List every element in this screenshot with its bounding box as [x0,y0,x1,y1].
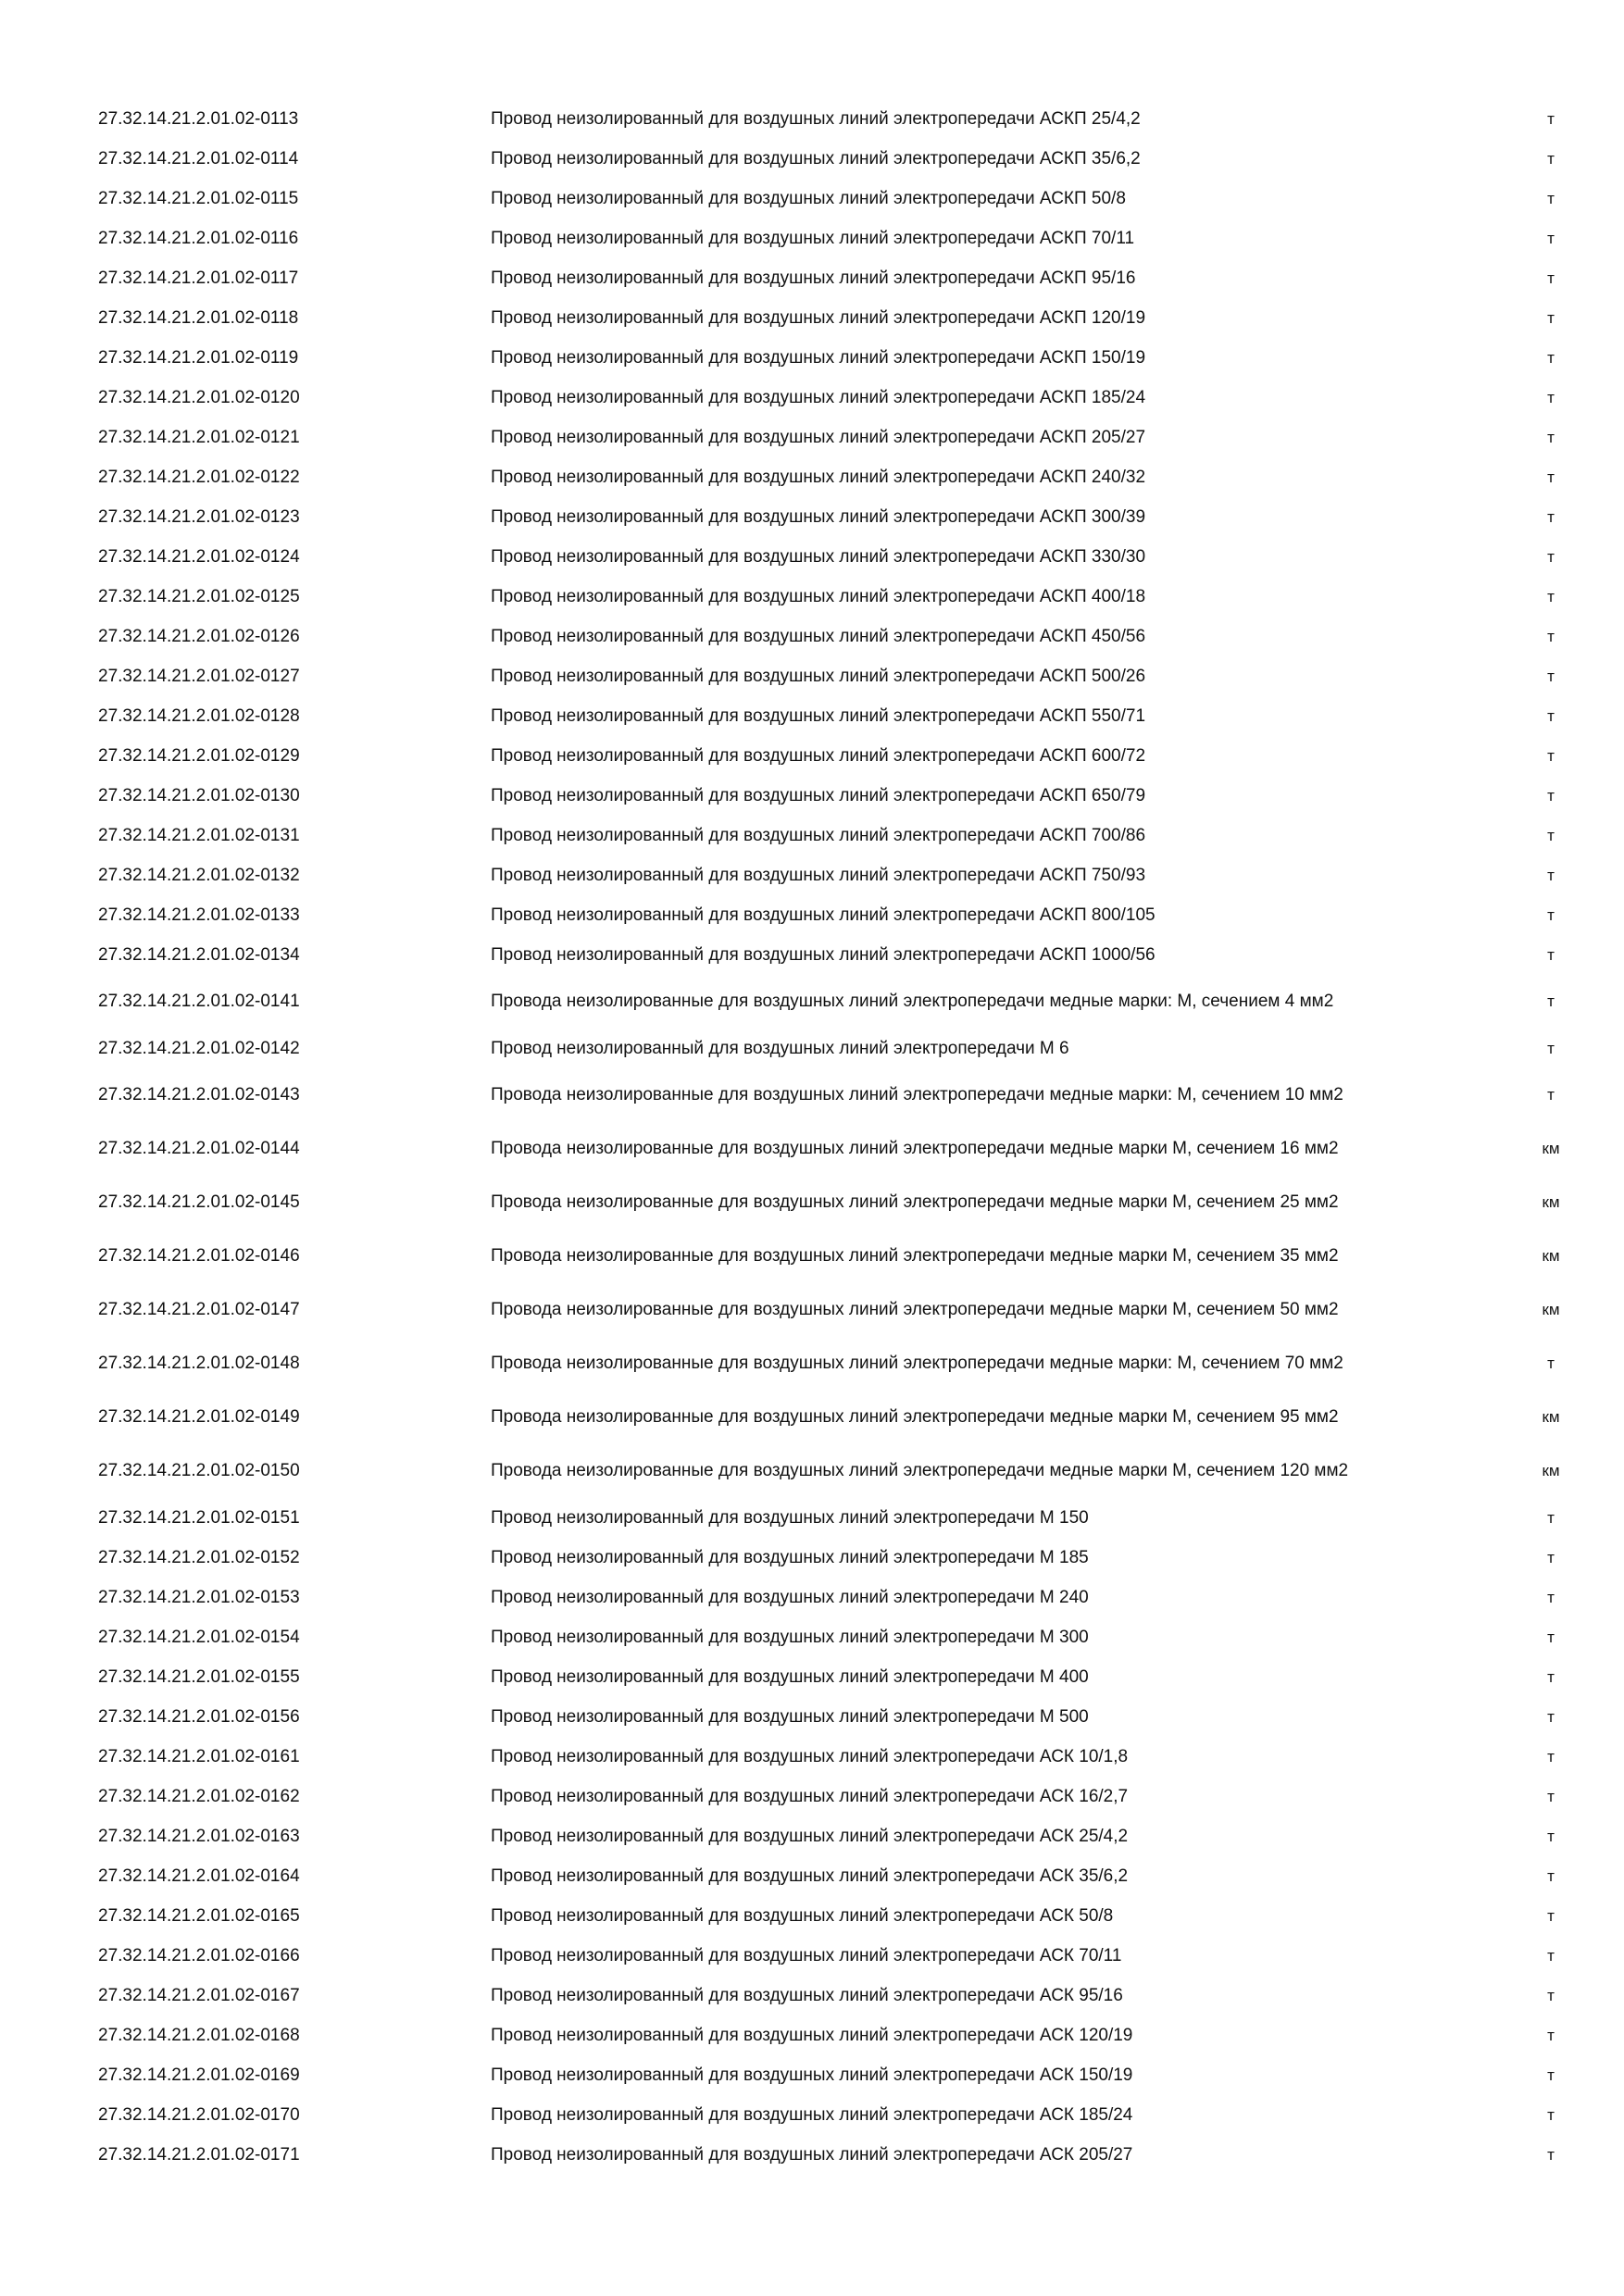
table-row [0,2135,1624,2175]
item-name: Провод неизолированный для воздушных линий электропередачи АСКП 330/30 [491,546,1146,567]
table-row [0,895,1624,935]
item-code: 27.32.14.21.2.01.02-0117 [98,268,299,288]
item-code: 27.32.14.21.2.01.02-0143 [98,1085,300,1104]
table-row [0,1337,1624,1391]
item-unit: т [1547,1354,1555,1372]
item-name: Провод неизолированный для воздушных линий электропередачи АСКП 50/8 [491,188,1126,208]
item-code: 27.32.14.21.2.01.02-0161 [98,1746,300,1766]
item-code: 27.32.14.21.2.01.02-0170 [98,2104,300,2125]
item-unit: т [1547,2065,1555,2084]
item-code: 27.32.14.21.2.01.02-0154 [98,1627,300,1647]
item-code: 27.32.14.21.2.01.02-0118 [98,307,299,328]
table-row [0,1896,1624,1936]
item-code: 27.32.14.21.2.01.02-0168 [98,2025,300,2045]
table-row [0,1737,1624,1777]
table-row [0,816,1624,855]
table-row [0,179,1624,218]
item-unit: т [1547,1667,1555,1686]
item-unit: т [1547,786,1555,805]
item-unit: т [1547,1039,1555,1057]
item-name: Провод неизолированный для воздушных линий электропередачи АСК 120/19 [491,2025,1133,2045]
item-code: 27.32.14.21.2.01.02-0131 [98,825,300,845]
item-code: 27.32.14.21.2.01.02-0145 [98,1192,300,1212]
item-code: 27.32.14.21.2.01.02-0152 [98,1547,300,1567]
item-code: 27.32.14.21.2.01.02-0144 [98,1139,300,1158]
item-name: Провод неизолированный для воздушных линий электропередачи АСКП 450/56 [491,626,1146,646]
item-code: 27.32.14.21.2.01.02-0162 [98,1786,300,1806]
item-name: Провод неизолированный для воздушных линий электропередачи АСКП 95/16 [491,268,1136,288]
table-row [0,2055,1624,2095]
table-row [0,1617,1624,1657]
item-code: 27.32.14.21.2.01.02-0142 [98,1038,300,1058]
item-code: 27.32.14.21.2.01.02-0147 [98,1300,300,1319]
item-unit: т [1547,1747,1555,1766]
item-code: 27.32.14.21.2.01.02-0153 [98,1587,300,1607]
table-row [0,218,1624,258]
table-row [0,1936,1624,1976]
item-unit: т [1547,1866,1555,1885]
item-unit: т [1547,992,1555,1010]
item-unit: т [1547,746,1555,765]
table-row [0,1498,1624,1538]
item-name: Провод неизолированный для воздушных линий электропередачи АСК 150/19 [491,2065,1133,2085]
item-name: Провода неизолированные для воздушных линий электропередачи медные марки М, сечением 16 мм2 [491,1139,1339,1158]
item-unit: т [1547,1787,1555,1805]
item-unit: км [1542,1193,1560,1211]
table-row [0,2095,1624,2135]
table-row [0,378,1624,418]
table-row [0,855,1624,895]
item-unit: т [1547,866,1555,884]
item-code: 27.32.14.21.2.01.02-0125 [98,586,300,606]
item-name: Провода неизолированные для воздушных линий электропередачи медные марки: М, сечением 70 мм2 [491,1354,1343,1373]
item-name: Провода неизолированные для воздушных линий электропередачи медные марки М, сечением 50 мм2 [491,1300,1339,1319]
item-name: Провод неизолированный для воздушных линий электропередачи АСКП 500/26 [491,666,1146,686]
item-code: 27.32.14.21.2.01.02-0163 [98,1826,300,1846]
item-name: Провода неизолированные для воздушных линий электропередачи медные марки М, сечением 95 мм2 [491,1407,1339,1427]
item-code: 27.32.14.21.2.01.02-0132 [98,865,300,885]
item-unit: т [1547,905,1555,924]
item-code: 27.32.14.21.2.01.02-0148 [98,1354,300,1373]
item-unit: т [1547,1508,1555,1527]
table-row [0,1976,1624,2015]
item-name: Провод неизолированный для воздушных линий электропередачи АСКП 400/18 [491,586,1146,606]
item-unit: т [1547,308,1555,327]
table-row [0,736,1624,776]
item-name: Провод неизолированный для воздушных линий электропередачи М 500 [491,1706,1089,1727]
table-row [0,1391,1624,1444]
item-name: Провод неизолированный для воздушных линий электропередачи АСКП 205/27 [491,427,1146,447]
item-name: Провод неизолированный для воздушных линий электропередачи М 185 [491,1547,1089,1567]
item-name: Провод неизолированный для воздушных линий электропередачи АСКП 700/86 [491,825,1146,845]
item-code: 27.32.14.21.2.01.02-0121 [98,427,300,447]
item-code: 27.32.14.21.2.01.02-0164 [98,1866,300,1886]
table-row [0,617,1624,656]
table-row [0,1068,1624,1122]
item-code: 27.32.14.21.2.01.02-0141 [98,992,300,1011]
item-code: 27.32.14.21.2.01.02-0133 [98,905,300,925]
item-name: Провод неизолированный для воздушных линий электропередачи АСКП 25/4,2 [491,108,1141,129]
item-unit: т [1547,1906,1555,1925]
table-row [0,99,1624,139]
item-code: 27.32.14.21.2.01.02-0127 [98,666,300,686]
item-code: 27.32.14.21.2.01.02-0124 [98,546,300,567]
item-name: Провод неизолированный для воздушных линий электропередачи АСКП 185/24 [491,387,1146,407]
item-unit: т [1547,667,1555,685]
table-row [0,1816,1624,1856]
item-name: Провод неизолированный для воздушных линий электропередачи АСКП 150/19 [491,347,1146,368]
item-unit: км [1542,1408,1560,1426]
item-code: 27.32.14.21.2.01.02-0134 [98,944,300,965]
item-code: 27.32.14.21.2.01.02-0171 [98,2144,300,2165]
item-name: Провод неизолированный для воздушных линий электропередачи АСКП 70/11 [491,228,1135,248]
table-row [0,1578,1624,1617]
item-name: Провода неизолированные для воздушных линий электропередачи медные марки: М, сечением 4 мм2 [491,992,1334,1011]
item-code: 27.32.14.21.2.01.02-0115 [98,188,299,208]
item-unit: т [1547,945,1555,964]
item-unit: т [1547,1946,1555,1965]
item-name: Провод неизолированный для воздушных линий электропередачи М 240 [491,1587,1089,1607]
table-row [0,1777,1624,1816]
item-name: Провод неизолированный для воздушных линий электропередачи АСК 70/11 [491,1945,1122,1965]
table-row [0,338,1624,378]
item-name: Провод неизолированный для воздушных линий электропередачи АСКП 120/19 [491,307,1146,328]
item-name: Провод неизолированный для воздушных линий электропередачи М 150 [491,1507,1089,1528]
item-unit: т [1547,706,1555,725]
item-code: 27.32.14.21.2.01.02-0151 [98,1507,300,1528]
item-name: Провод неизолированный для воздушных линий электропередачи АСК 185/24 [491,2104,1133,2125]
item-code: 27.32.14.21.2.01.02-0149 [98,1407,300,1427]
item-code: 27.32.14.21.2.01.02-0113 [98,108,299,129]
item-unit: т [1547,627,1555,645]
table-row [0,418,1624,457]
item-name: Провода неизолированные для воздушных линий электропередачи медные марки М, сечением 25 мм2 [491,1192,1339,1212]
item-unit: т [1547,1707,1555,1726]
table-row [0,1029,1624,1068]
item-code: 27.32.14.21.2.01.02-0123 [98,506,300,527]
item-unit: т [1547,149,1555,168]
table-row [0,1657,1624,1697]
item-code: 27.32.14.21.2.01.02-0128 [98,705,300,726]
table-row [0,1176,1624,1229]
table-row [0,457,1624,497]
item-unit: т [1547,189,1555,207]
table-row [0,577,1624,617]
table-row [0,935,1624,975]
item-name: Провод неизолированный для воздушных линий электропередачи АСК 16/2,7 [491,1786,1129,1806]
table-row [0,1229,1624,1283]
item-unit: т [1547,1827,1555,1845]
item-code: 27.32.14.21.2.01.02-0166 [98,1945,300,1965]
table-row [0,1697,1624,1737]
item-name: Провод неизолированный для воздушных линий электропередачи АСКП 650/79 [491,785,1146,805]
item-code: 27.32.14.21.2.01.02-0119 [98,347,299,368]
item-name: Провод неизолированный для воздушных линий электропередачи АСКП 800/105 [491,905,1156,925]
item-name: Провод неизолированный для воздушных линий электропередачи М 6 [491,1038,1069,1058]
item-name: Провод неизолированный для воздушных линий электропередачи АСКП 750/93 [491,865,1146,885]
item-code: 27.32.14.21.2.01.02-0122 [98,467,300,487]
item-code: 27.32.14.21.2.01.02-0167 [98,1985,300,2005]
item-unit: км [1542,1462,1560,1479]
item-unit: т [1547,2105,1555,2124]
item-unit: т [1547,1086,1555,1104]
item-code: 27.32.14.21.2.01.02-0146 [98,1246,300,1266]
item-unit: т [1547,547,1555,566]
item-unit: т [1547,1986,1555,2004]
item-name: Провода неизолированные для воздушных линий электропередачи медные марки: М, сечением 10 мм2 [491,1085,1343,1104]
table-row [0,975,1624,1029]
table-row [0,776,1624,816]
item-unit: т [1547,109,1555,128]
table-row [0,1444,1624,1498]
item-unit: т [1547,229,1555,247]
item-unit: т [1547,388,1555,406]
table-row [0,1856,1624,1896]
table-row [0,656,1624,696]
item-code: 27.32.14.21.2.01.02-0129 [98,745,300,766]
table-row [0,139,1624,179]
table-row [0,1122,1624,1176]
item-name: Провод неизолированный для воздушных линий электропередачи АСКП 600/72 [491,745,1146,766]
item-code: 27.32.14.21.2.01.02-0165 [98,1905,300,1926]
item-code: 27.32.14.21.2.01.02-0169 [98,2065,300,2085]
item-name: Провод неизолированный для воздушных линий электропередачи АСК 95/16 [491,1985,1123,2005]
item-unit: т [1547,428,1555,446]
item-name: Провод неизолированный для воздушных линий электропередачи АСК 10/1,8 [491,1746,1129,1766]
price-list-table [0,99,1624,2175]
item-unit: км [1542,1301,1560,1318]
item-code: 27.32.14.21.2.01.02-0116 [98,228,299,248]
item-unit: т [1547,2145,1555,2164]
table-row [0,298,1624,338]
table-row [0,258,1624,298]
item-name: Провод неизолированный для воздушных линий электропередачи АСК 35/6,2 [491,1866,1129,1886]
table-row [0,2015,1624,2055]
item-unit: т [1547,1548,1555,1566]
item-unit: т [1547,2026,1555,2044]
table-row [0,696,1624,736]
item-name: Провод неизолированный для воздушных линий электропередачи М 300 [491,1627,1089,1647]
item-code: 27.32.14.21.2.01.02-0150 [98,1461,300,1480]
item-name: Провод неизолированный для воздушных линий электропередачи АСКП 1000/56 [491,944,1156,965]
item-unit: т [1547,468,1555,486]
item-name: Провод неизолированный для воздушных линий электропередачи АСКП 240/32 [491,467,1146,487]
table-row [0,1283,1624,1337]
table-row [0,497,1624,537]
item-unit: км [1542,1247,1560,1265]
item-unit: т [1547,268,1555,287]
item-name: Провод неизолированный для воздушных линий электропередачи АСКП 300/39 [491,506,1146,527]
item-unit: т [1547,1628,1555,1646]
item-code: 27.32.14.21.2.01.02-0120 [98,387,300,407]
table-row [0,1538,1624,1578]
item-code: 27.32.14.21.2.01.02-0156 [98,1706,300,1727]
item-name: Провод неизолированный для воздушных линий электропередачи АСКП 550/71 [491,705,1146,726]
item-unit: т [1547,507,1555,526]
item-name: Провода неизолированные для воздушных линий электропередачи медные марки М, сечением 35 мм2 [491,1246,1339,1266]
item-name: Провод неизолированный для воздушных линий электропередачи АСК 205/27 [491,2144,1133,2165]
item-code: 27.32.14.21.2.01.02-0155 [98,1666,300,1687]
item-name: Провода неизолированные для воздушных линий электропередачи медные марки М, сечением 120 мм2 [491,1461,1349,1480]
item-unit: т [1547,826,1555,844]
table-row [0,537,1624,577]
item-unit: км [1542,1140,1560,1157]
item-unit: т [1547,348,1555,367]
item-code: 27.32.14.21.2.01.02-0130 [98,785,300,805]
item-unit: т [1547,1588,1555,1606]
item-code: 27.32.14.21.2.01.02-0126 [98,626,300,646]
item-name: Провод неизолированный для воздушных линий электропередачи М 400 [491,1666,1089,1687]
item-name: Провод неизолированный для воздушных линий электропередачи АСКП 35/6,2 [491,148,1141,168]
item-unit: т [1547,587,1555,605]
item-name: Провод неизолированный для воздушных линий электропередачи АСК 50/8 [491,1905,1114,1926]
item-code: 27.32.14.21.2.01.02-0114 [98,148,299,168]
item-name: Провод неизолированный для воздушных линий электропередачи АСК 25/4,2 [491,1826,1129,1846]
